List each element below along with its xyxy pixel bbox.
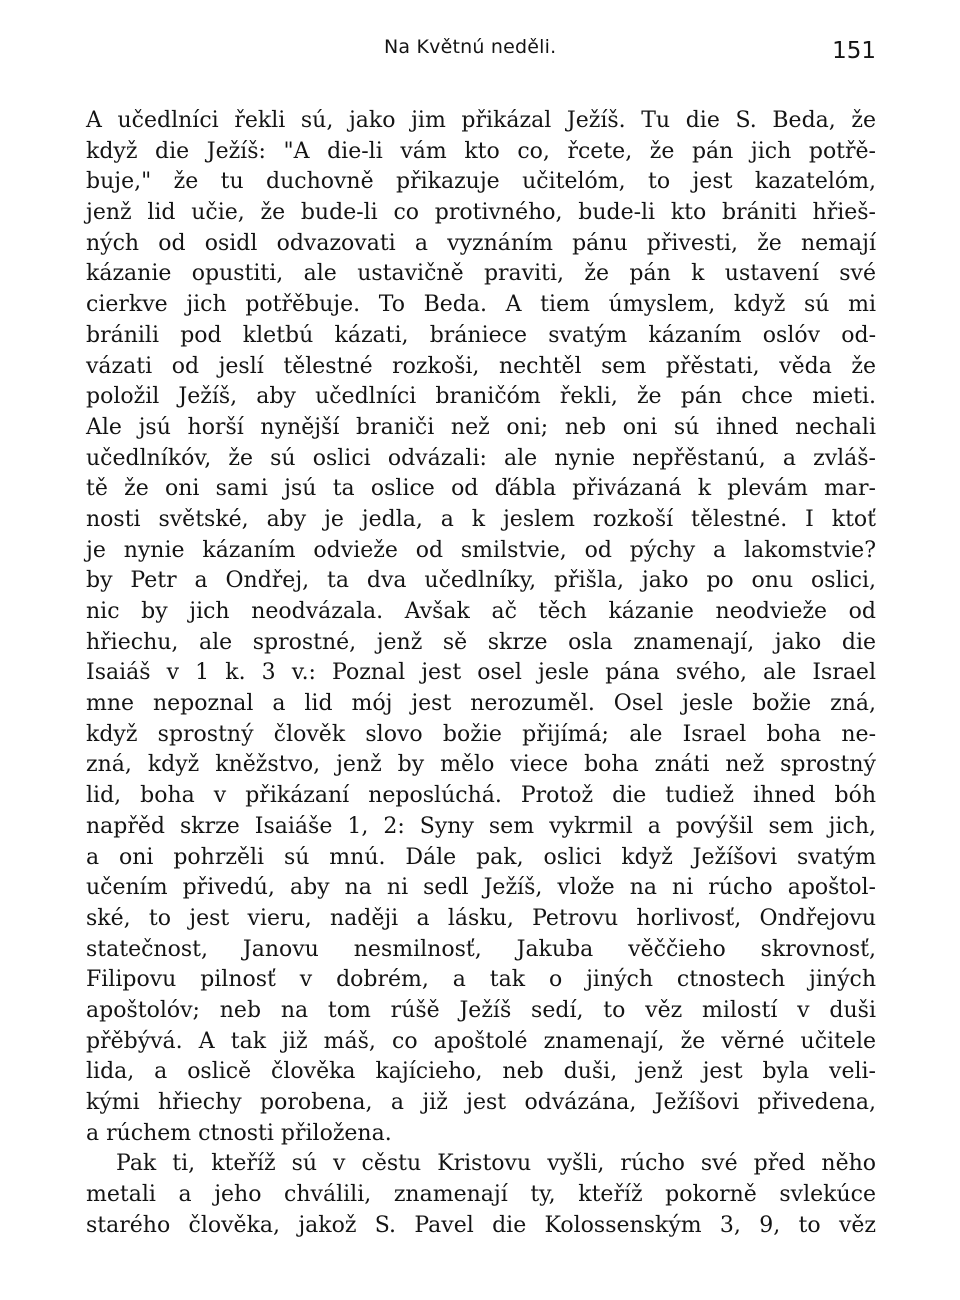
text-line: ské, to jest vieru, naději a lásku, Petrovu horlivosť, Ondřejovu [86, 905, 876, 931]
text-line: nosti světské, aby je jedla, a k jeslem rozkoší tělestné. I ktoť [86, 506, 876, 532]
text-line: jenž lid učie, že bude-li co protivného, bude-li kto brániti hřieš- [86, 200, 876, 226]
text-line: zná, když kněžstvo, jenž by mělo viece boha znáti než sprostný [86, 752, 876, 778]
text-line: Filipovu pilnosť v dobrém, a tak o jiných ctnostech jiných [86, 967, 876, 993]
text-line: A učedlníci řekli sú, jako jim přikázal Ježíš. Tu die S. Beda, že [86, 108, 876, 133]
text-line: je nynie kázaním odvieže od smilstvie, od pýchy a lakomstvie? [86, 537, 876, 563]
text-line: učedlníkóv, že sú oslici odvázali: ale nynie nepřěstanú, a zvláš- [86, 445, 876, 471]
text-line: mne nepoznal a lid mój jest nerozuměl. Osel jesle božie zná, [86, 691, 876, 717]
text-line: lida, a oslicě člověka kajícieho, neb duši, jenž jest byla veli- [86, 1059, 876, 1085]
page-number: 151 [832, 38, 876, 64]
text-line: kázanie opustiti, ale ustavičně praviti, že pán k ustavení své [86, 261, 876, 287]
paragraph-start-line: Pak ti, kteříž sú v cěstu Kristovu vyšli, rúcho své před něho [116, 1151, 876, 1177]
text-line: vázati od jeslí tělestné rozkoši, nechtěl sem přěstati, věda že [86, 353, 876, 379]
text-line: položil Ježíš, aby učedlníci braničóm řekli, že pán chce mieti. [86, 384, 876, 410]
text-line: a oni pohrzěli sú mnú. Dále pak, oslici když Ježíšovi svatým [86, 844, 876, 870]
text-line: lid, boha v přikázaní neposlúchá. Protož die tudiež ihned bóh [86, 783, 876, 809]
text-line: bránili pod kletbú kázati, brániece svatým kázaním oslóv od- [86, 322, 876, 348]
text-line: napřěd skrze Isaiáše 1, 2: Syny sem vykrmil a povýšil sem jich, [86, 813, 876, 839]
text-line: ných od osidl odvazovati a vyznáním pánu přivesti, že nemají [86, 230, 876, 256]
text-line: metali a jeho chválili, znamenají ty, kteříž pokorně svlekúce [86, 1182, 876, 1208]
running-title: Na Květnú neděli. [384, 36, 557, 58]
text-line: tě že oni sami jsú ta oslice od ďábla přivázaná k plevám mar- [86, 476, 876, 502]
body-text [86, 106, 876, 1241]
text-line: přěbývá. A tak již máš, co apoštolé znamenají, že věrné učitele [86, 1028, 876, 1054]
text-line: když die Ježíš: "A die-li vám kto co, řcete, že pán jich potřě- [86, 138, 876, 164]
text-line: cierkve jich potřěbuje. To Beda. A tiem úmyslem, když sú mi [86, 292, 876, 318]
text-line: učením přivedú, aby na ni sedl Ježíš, vlože na ni rúcho apoštol- [86, 875, 876, 901]
text-line: statečnost, Janovu nesmilnosť, Jakuba věččieho skrovnosť, [86, 936, 876, 962]
text-line: buje," že tu duchovně přikazuje učitelóm, to jest kazatelóm, [86, 169, 876, 195]
text-line: apoštolóv; neb na tom rúšě Ježíš sedí, to věz milostí v duši [86, 997, 876, 1023]
text-line: když sprostný člověk slovo božie přijímá; ale Israel boha ne- [86, 721, 876, 747]
text-line: Ale jsú horší nynější braniči než oni; neb oni sú ihned nechali [86, 414, 876, 440]
text-line: nic by jich neodvázala. Avšak ač těch kázanie neodvieže od [86, 599, 876, 624]
text-line: by Petr a Ondřej, ta dva učedlníky, přišla, jako po onu oslici, [86, 568, 876, 594]
text-line: hřiechu, ale sprostné, jenž sě skrze osla znamenají, jako die [86, 629, 876, 655]
text-line: starého člověka, jakož S. Pavel die Kolossenským 3, 9, to věz [86, 1212, 876, 1238]
text-line: kými hřiechy porobena, a již jest odvázána, Ježíšovi přivedena, [86, 1090, 876, 1115]
paragraph-end-line: a rúchem ctnosti přiložena. [86, 1120, 392, 1146]
text-line: Isaiáš v 1 k. 3 v.: Poznal jest osel jesle pána svého, ale Israel [86, 660, 876, 686]
